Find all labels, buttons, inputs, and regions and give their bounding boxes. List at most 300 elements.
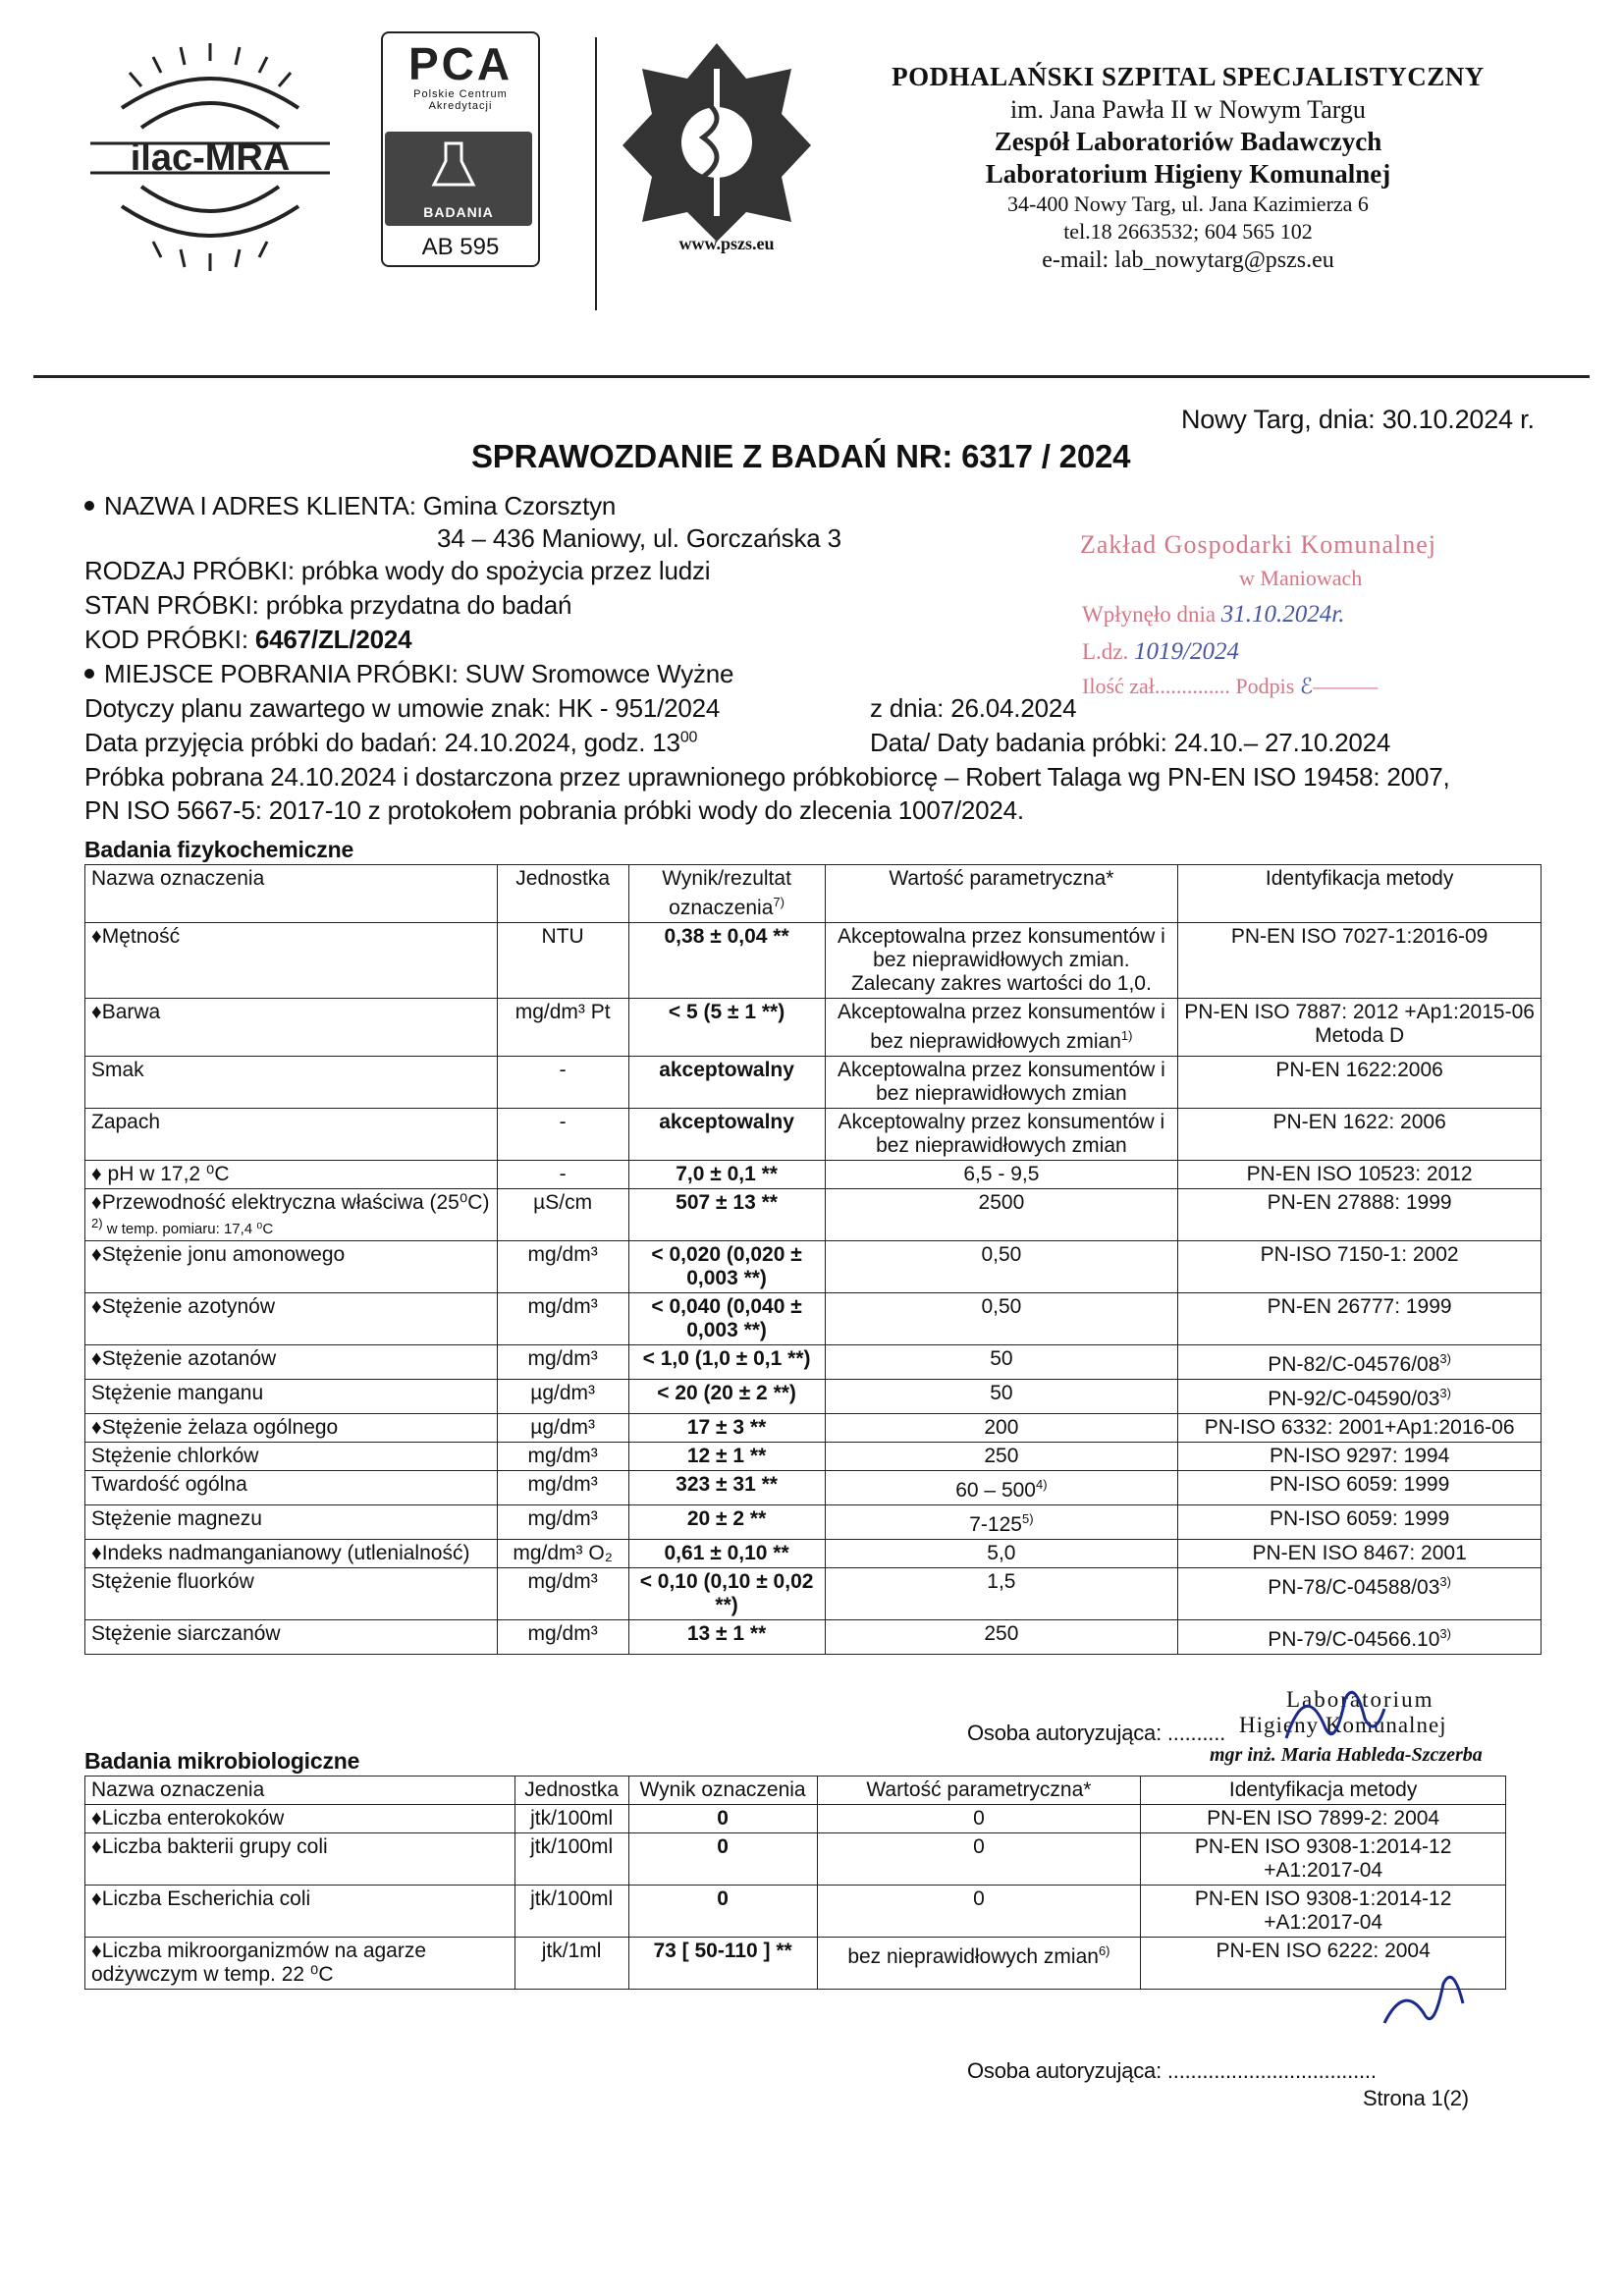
micro-method-cell [1141,1805,1506,1833]
phys-method-cell [1178,1568,1542,1620]
phys-result-cell [628,1293,825,1345]
phys-param-cell [825,1241,1178,1293]
micro-unit-cell-text: jtk/100ml [530,1807,614,1830]
micro-unit-cell [514,1833,628,1886]
phys-name-cell-text: Stężenie chlorków [91,1445,259,1467]
phys-name-cell-text: Smak [91,1059,144,1081]
phys-name-cell-text: ♦Stężenie azotynów [91,1295,275,1318]
micro-method-cell-text: PN-EN ISO 9308-1:2014-12 +A1:2017-04 [1194,1887,1452,1934]
micro-method-cell [1141,1886,1506,1938]
stamp-line-4-label: L.dz. [1082,639,1129,664]
phys-name-cell [85,1109,498,1161]
phys-name-cell-text: Zapach [91,1111,161,1133]
phys-name-cell [85,1161,498,1189]
hospital-emblem [619,39,815,253]
micro-method-cell-text: PN-EN ISO 7899-2: 2004 [1207,1807,1440,1830]
phys-result-cell [628,1471,825,1505]
micro-section-title: Badania mikrobiologiczne [84,1748,360,1774]
stamp-line-3-label: Wpłynęło dnia [1082,602,1217,627]
micro-name-cell [85,1938,515,1990]
phys-name-cell [85,1568,498,1620]
phys-method-cell [1178,1540,1542,1568]
phys-unit-cell-text: µg/dm³ [530,1382,596,1404]
header-divider [595,37,597,310]
phys-unit-cell [497,1293,628,1345]
page-number: Strona 1(2) [1363,2086,1469,2110]
phys-result-cell [628,1161,825,1189]
micro-unit-cell-text: jtk/100ml [530,1887,614,1910]
phys-method-cell [1178,1189,1542,1241]
stamp-handwritten-number: 1019/2024 [1134,638,1239,665]
micro-name-cell-text: ♦Liczba mikroorganizmów na agarze odżywczym w temp. 22 ⁰C [91,1940,427,1986]
phys-method-cell [1178,1471,1542,1505]
micro-table [84,1776,1506,1990]
phys-method-cell-text: PN-ISO 6059: 1999 [1269,1473,1450,1496]
phys-unit-cell [497,923,628,999]
phys-method-cell-text: PN-EN 27888: 1999 [1267,1191,1452,1214]
phys-unit-cell-text: mg/dm³ [527,1295,598,1318]
phys-method-cell [1178,1380,1542,1414]
stamp-line-5: Ilość zał.............. Podpis ℰ——— [1082,674,1379,698]
phys-param-cell [825,1505,1178,1540]
phys-method-cell [1178,1620,1542,1655]
phys-unit-cell [497,1414,628,1443]
auth1-stamp-line-2: Higieny Komunalnej [1239,1713,1447,1737]
phys-unit-cell-text: µS/cm [533,1191,593,1214]
phys-unit-cell [497,1540,628,1568]
micro-result-cell-text: 0 [717,1807,729,1830]
phys-param-cell [825,1540,1178,1568]
phys-result-cell [628,1540,825,1568]
phys-param-cell-text: 0,50 [981,1295,1022,1318]
sample-state: STAN PRÓBKI: próbka przydatna do badań [84,590,572,620]
phys-name-cell [85,1620,498,1655]
stamp-line-5-label2: Podpis [1235,674,1295,698]
phys-unit-cell-text: mg/dm³ [527,1507,598,1530]
micro-header-param: Wartość parametryczna* [817,1777,1141,1805]
phys-param-cell-text: 250 [984,1445,1019,1467]
micro-param-cell-text: 0 [973,1835,985,1858]
phys-name-cell [85,1414,498,1443]
phys-result-cell-text: 0,38 ± 0,04 ** [664,925,789,948]
phys-unit-cell [497,1568,628,1620]
phys-param-cell-text: 60 – 500 [955,1479,1036,1502]
phys-name-cell [85,1380,498,1414]
table-row [85,1443,1542,1471]
phys-param-cell-text: Akceptowalny przez konsumentów i bez nieprawidłowych zmian [838,1111,1165,1157]
phys-unit-cell [497,1505,628,1540]
phys-name-cell [85,1345,498,1380]
table-row [85,1380,1542,1414]
micro-method-cell-text: PN-EN ISO 9308-1:2014-12 +A1:2017-04 [1194,1835,1452,1882]
phys-result-cell-text: 17 ± 3 ** [686,1416,767,1439]
phys-method-cell [1178,923,1542,999]
micro-unit-cell [514,1805,628,1833]
lab-line-1: PODHALAŃSKI SZPITAL SPECJALISTYCZNY [892,62,1485,91]
table-row [85,1057,1542,1109]
phys-result-cell [628,1109,825,1161]
auth1-stamp-line-1: Laboratorium [1286,1687,1434,1712]
phys-method-cell-sup: 3) [1439,1626,1451,1641]
phys-param-cell [825,1293,1178,1345]
phys-method-cell [1178,1109,1542,1161]
phys-result-cell [628,1620,825,1655]
micro-name-cell-text: ♦Liczba enterokoków [91,1807,285,1830]
signature-icon [1276,1669,1394,1758]
table-row [85,1540,1542,1568]
signature-icon [1365,1964,1483,2043]
micro-unit-cell-text: jtk/100ml [530,1835,614,1858]
micro-unit-cell [514,1938,628,1990]
phys-method-cell-text: PN-ISO 9297: 1994 [1269,1445,1450,1467]
phys-name-cell-text: Stężenie magnezu [91,1507,262,1530]
phys-unit-cell-text: - [559,1111,567,1133]
flask-icon [385,132,532,200]
micro-header-name: Nazwa oznaczenia [85,1777,515,1805]
phys-name-note [91,1215,491,1238]
client-name [84,491,616,521]
micro-param-cell [817,1833,1141,1886]
pca-logo-title: PCA [407,38,514,89]
phys-result-cell-text: 20 ± 2 ** [686,1507,767,1530]
pca-code: AB 595 [421,234,500,260]
phys-name-cell [85,1471,498,1505]
table-row [85,1293,1542,1345]
phys-unit-cell-text: - [559,1059,567,1081]
stamp-line-3 [1082,601,1345,629]
stamp-line-2: w Maniowach [1239,566,1363,590]
sample-code-value: 6467/ZL/2024 [254,625,412,654]
phys-unit-cell-text: - [559,1163,567,1185]
date-place: Nowy Targ, dnia: 30.10.2024 r. [1181,405,1535,434]
received-date [84,728,697,758]
laboratory-header [854,61,1522,275]
phys-param-cell [825,1109,1178,1161]
plan-reference: Dotyczy planu zawartego w umowie znak: HK - 951/2024 [84,693,721,723]
phys-header-result-sup: 7) [773,895,784,909]
phys-param-cell [825,1471,1178,1505]
phys-name-cell-text: ♦Indeks nadmanganianowy (utlenialność) [91,1542,470,1564]
phys-method-cell-text: PN-ISO 7150-1: 2002 [1260,1243,1459,1266]
phys-param-cell-text: 0,50 [981,1243,1022,1266]
phys-result-cell [628,1443,825,1471]
phys-section-title: Badania fizykochemiczne [84,837,354,862]
micro-result-cell-text: 73 [ 50-110 ] ** [653,1940,792,1962]
phys-method-cell-text: PN-EN 1622:2006 [1275,1059,1443,1081]
phys-result-cell [628,1380,825,1414]
micro-method-cell [1141,1833,1506,1886]
sample-place-text: MIEJSCE POBRANIA PRÓBKI: SUW Sromowce Wyżne [104,659,734,688]
micro-header-unit: Jednostka [514,1777,628,1805]
phys-param-cell [825,1620,1178,1655]
phys-method-cell-sup: 3) [1439,1351,1451,1366]
phys-name-cell [85,1443,498,1471]
micro-header-result: Wynik oznaczenia [628,1777,817,1805]
phys-result-cell [628,1505,825,1540]
table-row [85,1109,1542,1161]
phys-unit-cell [497,1620,628,1655]
phys-param-cell-sup: 5) [1021,1511,1034,1526]
micro-param-cell [817,1938,1141,1990]
phys-header-unit: Jednostka [497,865,628,923]
phys-unit-cell [497,999,628,1057]
table-row [85,923,1542,999]
phys-unit-cell-text: µg/dm³ [530,1416,596,1439]
phys-result-cell-text: 7,0 ± 0,1 ** [676,1163,778,1185]
phys-unit-cell [497,1189,628,1241]
table-row [85,1505,1542,1540]
micro-param-cell-text: bez nieprawidłowych zmian [847,1945,1099,1968]
table-row [85,1414,1542,1443]
phys-param-cell [825,1443,1178,1471]
phys-result-cell-text: akceptowalny [659,1059,794,1081]
phys-result-cell-text: < 1,0 (1,0 ± 0,1 **) [642,1347,811,1370]
ilac-logo-text: ilac-MRA [130,137,291,179]
phys-param-cell-text: 250 [984,1622,1019,1645]
bullet-icon [84,501,94,511]
micro-name-cell [85,1833,515,1886]
table-row [85,1886,1506,1938]
phys-method-cell-text: PN-EN ISO 7887: 2012 +Ap1:2015-06 Metoda D [1184,1001,1535,1047]
micro-result-cell [628,1938,817,1990]
phys-param-cell-sup: 1) [1120,1028,1133,1043]
micro-method-cell-text: PN-EN ISO 6222: 2004 [1216,1940,1431,1962]
phys-name-cell [85,923,498,999]
phys-method-cell [1178,1505,1542,1540]
phys-param-cell-text: Akceptowalna przez konsumentów i bez nieprawidłowych zmian. Zalecany zakres wartości do 1,0. [837,925,1165,995]
phys-result-cell-text: 13 ± 1 ** [686,1622,767,1645]
pca-logo-subtitle-1: Polskie Centrum [413,88,508,100]
phys-param-cell-text: 200 [984,1416,1019,1439]
phys-header-result [628,865,825,923]
phys-result-cell [628,923,825,999]
phys-name-cell-text: ♦Przewodność elektryczna właściwa (25⁰C) [91,1191,490,1214]
emblem-url: www.pszs.eu [678,234,775,253]
phys-name-cell-text: Stężenie siarczanów [91,1622,281,1645]
phys-name-cell [85,1241,498,1293]
phys-method-cell [1178,1345,1542,1380]
phys-method-cell [1178,1443,1542,1471]
sample-code-label: KOD PRÓBKI: [84,625,255,654]
phys-header-result-text: Wynik/rezultat oznaczenia [662,867,791,919]
phys-param-cell-text: Akceptowalna przez konsumentów i bez nieprawidłowych zmian [837,1001,1165,1053]
phys-param-cell-text: 50 [990,1347,1013,1370]
phys-param-cell [825,1057,1178,1109]
phys-method-cell-text: PN-EN 26777: 1999 [1267,1295,1452,1318]
phys-header-method: Identyfikacja metody [1178,865,1542,923]
phys-method-cell [1178,999,1542,1057]
micro-name-cell [85,1886,515,1938]
sample-place [84,659,733,689]
phys-result-cell-text: 0,61 ± 0,10 ** [664,1542,789,1564]
header-rule [33,375,1590,378]
phys-name-cell-text: ♦Stężenie jonu amonowego [91,1243,346,1266]
auth2-label: Osoba autoryzująca: .................................... [967,2058,1377,2083]
micro-name-cell [85,1805,515,1833]
phys-method-cell [1178,1293,1542,1345]
phys-method-cell-text: PN-EN ISO 10523: 2012 [1246,1163,1473,1185]
phys-result-cell [628,1057,825,1109]
table-row [85,1620,1542,1655]
auth1-stamp-line-3: mgr inż. Maria Hableda-Szczerba [1210,1744,1483,1766]
phys-method-cell-text: PN-ISO 6059: 1999 [1269,1507,1450,1530]
table-row [85,1805,1506,1833]
micro-param-cell [817,1886,1141,1938]
bullet-icon [84,669,94,679]
pca-logo-subtitle-2: Akredytacji [428,100,493,112]
report-title: SPRAWOZDANIE Z BADAŃ NR: 6317 / 2024 [471,438,1131,474]
lab-line-2: im. Jana Pawła II w Nowym Targu [1010,95,1366,124]
micro-param-cell-sup: 6) [1098,1943,1110,1958]
micro-name-cell-text: ♦Liczba Escherichia coli [91,1887,311,1910]
phys-unit-cell [497,1443,628,1471]
phys-unit-cell [497,1471,628,1505]
micro-result-cell-text: 0 [717,1887,729,1910]
table-row [85,1189,1542,1241]
phys-name-cell-text: ♦ pH w 17,2 ⁰C [91,1163,230,1185]
phys-param-cell-sup: 4) [1035,1477,1048,1492]
phys-method-cell [1178,1241,1542,1293]
phys-param-cell-text: 7-125 [969,1513,1022,1536]
phys-header-row [85,865,1542,923]
phys-unit-cell-text: mg/dm³ [527,1445,598,1467]
micro-header-method: Identyfikacja metody [1141,1777,1506,1805]
phys-unit-cell-text: mg/dm³ Pt [514,1001,611,1023]
phys-unit-cell-text: NTU [541,925,584,948]
pca-badania-label: BADANIA [423,204,494,220]
lab-line-4: Laboratorium Higieny Komunalnej [985,159,1391,189]
stamp-line-1: Zakład Gospodarki Komunalnej [1080,530,1437,559]
phys-unit-cell [497,1057,628,1109]
phys-param-cell [825,1414,1178,1443]
phys-unit-cell-text: mg/dm³ [527,1243,598,1266]
phys-method-cell [1178,1057,1542,1109]
micro-unit-cell-text: jtk/1ml [541,1940,602,1962]
phys-param-cell-text: Akceptowalna przez konsumentów i bez nieprawidłowych zmian [837,1059,1165,1105]
micro-result-cell [628,1886,817,1938]
phys-name-cell-text: ♦Barwa [91,1001,161,1023]
phys-method-cell-text: PN-92/C-04590/03 [1268,1388,1440,1410]
received-sup: 00 [679,729,698,746]
phys-table [84,864,1542,1655]
stamp-line-5-label: Ilość zał [1082,674,1155,698]
phys-name-cell-text: ♦Stężenie żelaza ogólnego [91,1416,339,1439]
stamp-handwritten-date: 31.10.2024r. [1220,601,1345,628]
phys-result-cell-text: < 0,10 (0,10 ± 0,02 **) [639,1570,814,1616]
phys-method-cell-text: PN-82/C-04576/08 [1268,1353,1440,1376]
phys-method-cell [1178,1414,1542,1443]
phys-result-cell-text: < 20 (20 ± 2 **) [657,1382,796,1404]
phys-method-cell-text: PN-EN ISO 8467: 2001 [1252,1542,1467,1564]
phys-unit-cell-text: mg/dm³ [527,1347,598,1370]
lab-line-3: Zespół Laboratoriów Badawczych [994,127,1382,156]
phys-name-cell [85,1505,498,1540]
table-row [85,1938,1506,1990]
phys-name-cell-text: Twardość ogólna [91,1473,247,1496]
phys-result-cell [628,999,825,1057]
auth1-label: Osoba autoryzująca: .......... [967,1721,1226,1745]
client-address: 34 – 436 Maniowy, ul. Gorczańska 3 [437,523,841,553]
sample-type: RODZAJ PRÓBKI: próbka wody do spożycia przez ludzi [84,556,711,585]
phys-result-cell-text: < 0,040 (0,040 ± 0,003 **) [651,1295,802,1341]
received-text: Data przyjęcia próbki do badań: 24.10.2024, godz. 13 [84,728,680,757]
micro-result-cell [628,1833,817,1886]
phys-method-cell-text: PN-79/C-04566.10 [1268,1628,1440,1651]
phys-name-cell [85,999,498,1057]
phys-unit-cell [497,1380,628,1414]
phys-unit-cell-text: mg/dm³ [527,1622,598,1645]
micro-param-cell [817,1805,1141,1833]
phys-result-cell [628,1189,825,1241]
phys-name-cell-text: Stężenie manganu [91,1382,264,1404]
phys-param-cell [825,923,1178,999]
phys-method-cell-sup: 3) [1439,1574,1451,1589]
phys-param-cell [825,1161,1178,1189]
phys-method-cell [1178,1161,1542,1189]
phys-param-cell [825,1189,1178,1241]
table-row [85,1161,1542,1189]
phys-name-note-text: w temp. pomiaru: 17,4 ⁰C [102,1221,274,1237]
table-row [85,1471,1542,1505]
phys-header-param: Wartość parametryczna* [825,865,1178,923]
sampling-info-1: Próbka pobrana 24.10.2024 i dostarczona przez uprawnionego próbkobiorcę – Robert Talaga wg PN-EN ISO 19458: 2007, [84,762,1450,792]
ilac-mra-logo [82,39,338,275]
pca-dark-panel [385,132,532,226]
micro-unit-cell [514,1886,628,1938]
phys-unit-cell-text: mg/dm³ [527,1473,598,1496]
lab-line-5: 34-400 Nowy Targ, ul. Jana Kazimierza 6 [1007,191,1369,216]
phys-method-cell-text: PN-ISO 6332: 2001+Ap1:2016-06 [1204,1416,1515,1439]
phys-param-cell [825,999,1178,1057]
phys-result-cell-text: < 5 (5 ± 1 **) [668,1001,785,1023]
micro-result-cell-text: 0 [717,1835,729,1858]
phys-param-cell [825,1380,1178,1414]
phys-param-cell-text: 2500 [978,1191,1025,1214]
phys-result-cell [628,1345,825,1380]
phys-param-cell-text: 5,0 [987,1542,1016,1564]
table-row [85,1345,1542,1380]
phys-unit-cell [497,1161,628,1189]
phys-param-cell [825,1568,1178,1620]
phys-method-cell-text: PN-78/C-04588/03 [1268,1576,1440,1599]
table-row [85,1833,1506,1886]
phys-result-cell-text: < 0,020 (0,020 ± 0,003 **) [651,1243,802,1289]
test-dates: Data/ Daty badania próbki: 24.10.– 27.10.2024 [870,728,1391,757]
phys-unit-cell [497,1109,628,1161]
micro-result-cell [628,1805,817,1833]
phys-param-cell-text: 1,5 [987,1570,1016,1593]
phys-result-cell [628,1414,825,1443]
client-label: NAZWA I ADRES KLIENTA: Gmina Czorsztyn [104,491,617,520]
micro-header-row [85,1777,1506,1805]
sample-code [84,625,411,655]
phys-result-cell-text: 12 ± 1 ** [686,1445,767,1467]
phys-unit-cell-text: mg/dm³ O₂ [513,1542,613,1564]
phys-result-cell [628,1568,825,1620]
phys-name-cell [85,1540,498,1568]
micro-param-cell-text: 0 [973,1807,985,1830]
phys-result-cell-text: 507 ± 13 ** [676,1191,778,1214]
phys-method-cell-text: PN-EN ISO 7027-1:2016-09 [1230,925,1488,948]
phys-name-cell-text: ♦Stężenie azotanów [91,1347,277,1370]
table-row [85,1568,1542,1620]
phys-name-cell [85,1057,498,1109]
phys-name-cell [85,1293,498,1345]
micro-param-cell-text: 0 [973,1887,985,1910]
phys-name-cell-text: ♦Mętność [91,925,181,948]
phys-method-cell-sup: 3) [1439,1386,1451,1400]
phys-name-cell-text: Stężenie fluorków [91,1570,254,1593]
